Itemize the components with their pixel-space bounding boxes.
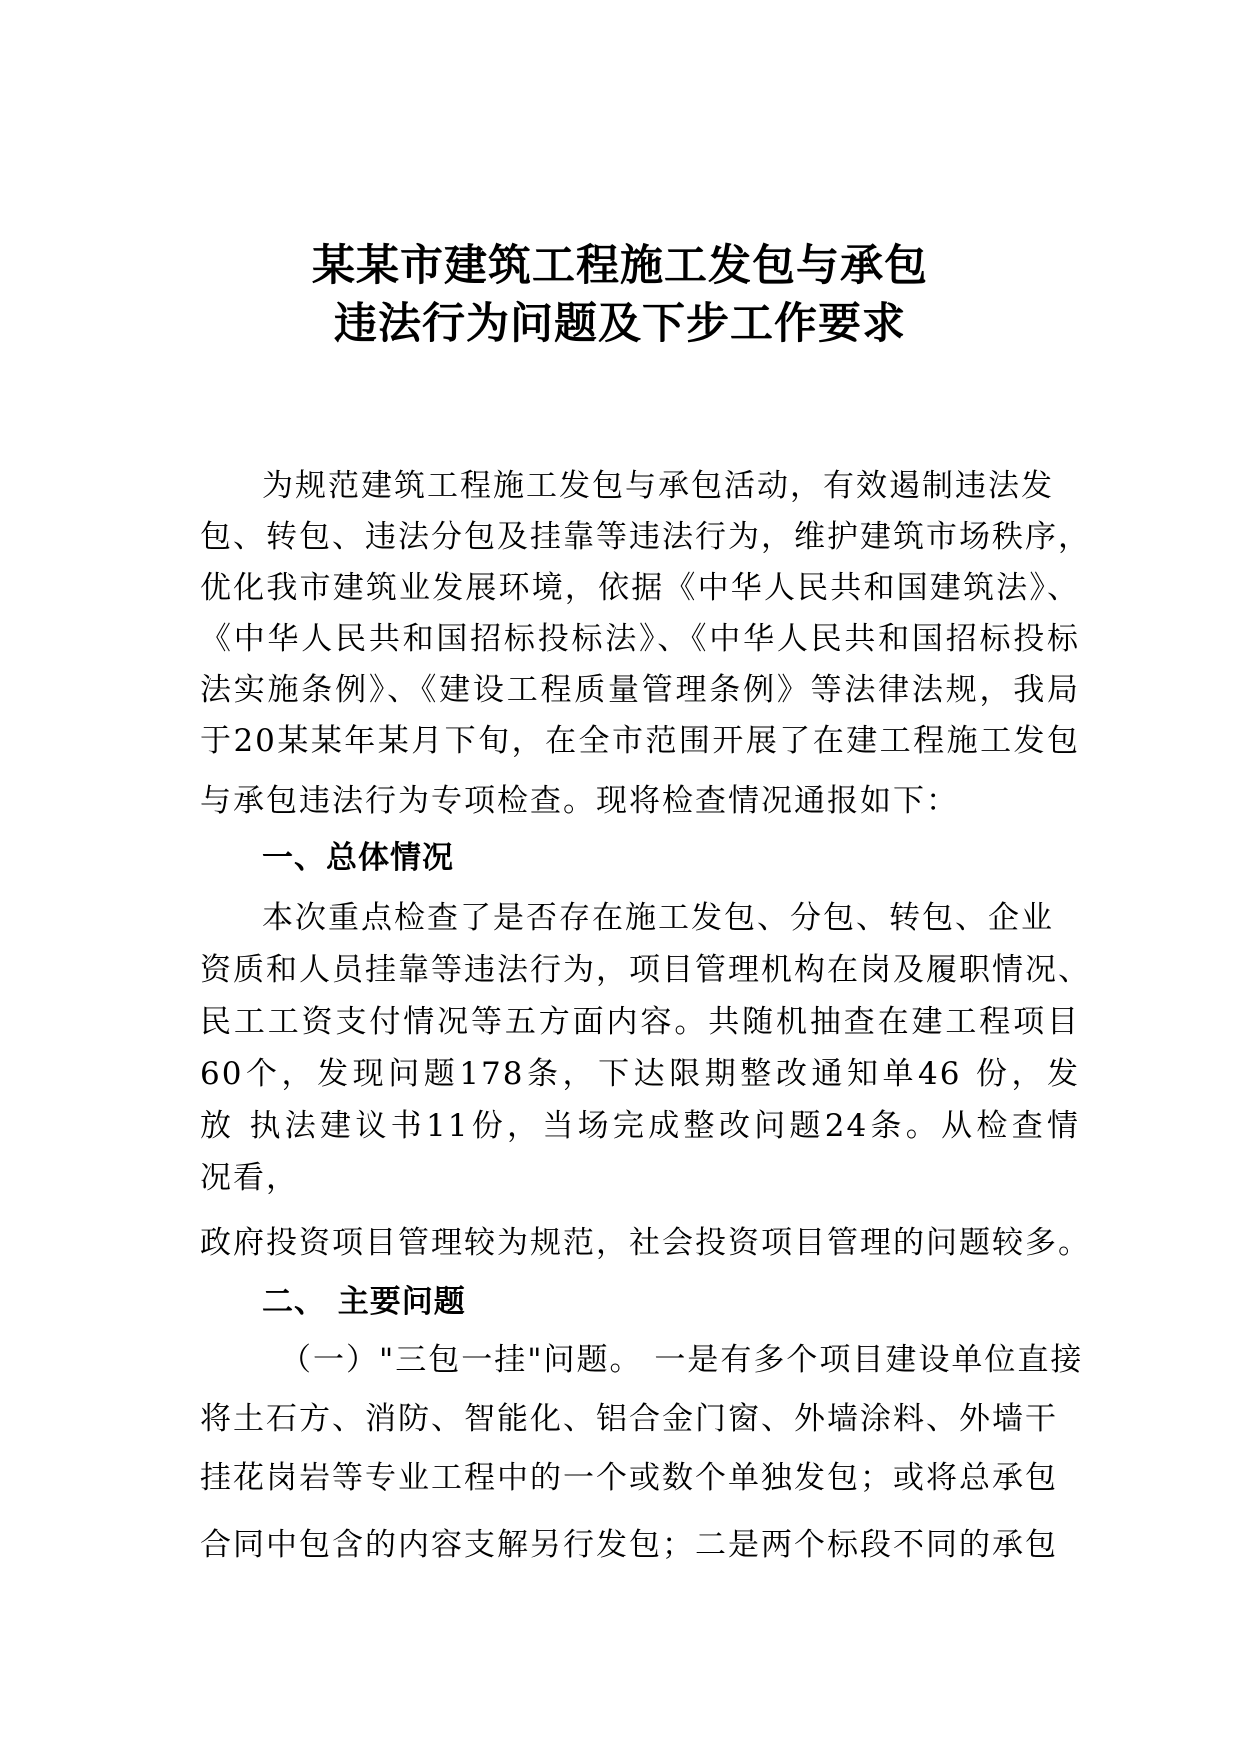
section-heading-overall: 一、总体情况 <box>262 840 454 876</box>
intro-line: 优化我市建筑业发展环境，依据《中华人民共和国建筑法》、 <box>200 570 1080 606</box>
intro-line: 与承包违法行为专项检查。现将检查情况通报如下： <box>200 783 959 819</box>
section1-line: 民工工资支付情况等五方面内容。共随机抽查在建工程项目 <box>200 1004 1080 1040</box>
section1-line: 放 执法建议书11份，当场完成整改问题24条。从检查情 <box>200 1108 1080 1144</box>
intro-line: 《中华人民共和国招标投标法》、《中华人民共和国招标投标 <box>200 621 1080 657</box>
section2-line: （一）"三包一挂"问题。 一是有多个项目建设单位直接 <box>280 1342 1084 1378</box>
intro-line: 于20某某年某月下旬，在全市范围开展了在建工程施工发包 <box>200 723 1080 759</box>
intro-line: 包、转包、违法分包及挂靠等违法行为，维护建筑市场秩序， <box>200 519 1091 555</box>
section1-line: 政府投资项目管理较为规范，社会投资项目管理的问题较多。 <box>200 1225 1091 1261</box>
section2-line: 合同中包含的内容支解另行发包；二是两个标段不同的承包 <box>200 1527 1058 1563</box>
section1-line: 资质和人员挂靠等违法行为，项目管理机构在岗及履职情况、 <box>200 952 1091 988</box>
intro-line: 法实施条例》、《建设工程质量管理条例》等法律法规，我局 <box>200 672 1080 708</box>
intro-line: 为规范建筑工程施工发包与承包活动，有效遏制违法发 <box>262 468 1054 504</box>
document-title-line-1: 某某市建筑工程施工发包与承包 <box>312 241 928 291</box>
section1-line: 况看， <box>200 1160 299 1196</box>
section-heading-main-issues: 二、 主要问题 <box>262 1284 466 1320</box>
section2-line: 将土石方、消防、智能化、铝合金门窗、外墙涂料、外墙干 <box>200 1401 1058 1437</box>
document-title-line-2: 违法行为问题及下步工作要求 <box>334 299 906 349</box>
section1-line: 60个，发现问题178条，下达限期整改通知单46 份，发 <box>200 1056 1080 1092</box>
section2-line: 挂花岗岩等专业工程中的一个或数个单独发包；或将总承包 <box>200 1460 1058 1496</box>
section1-line: 本次重点检查了是否存在施工发包、分包、转包、企业 <box>262 900 1054 936</box>
